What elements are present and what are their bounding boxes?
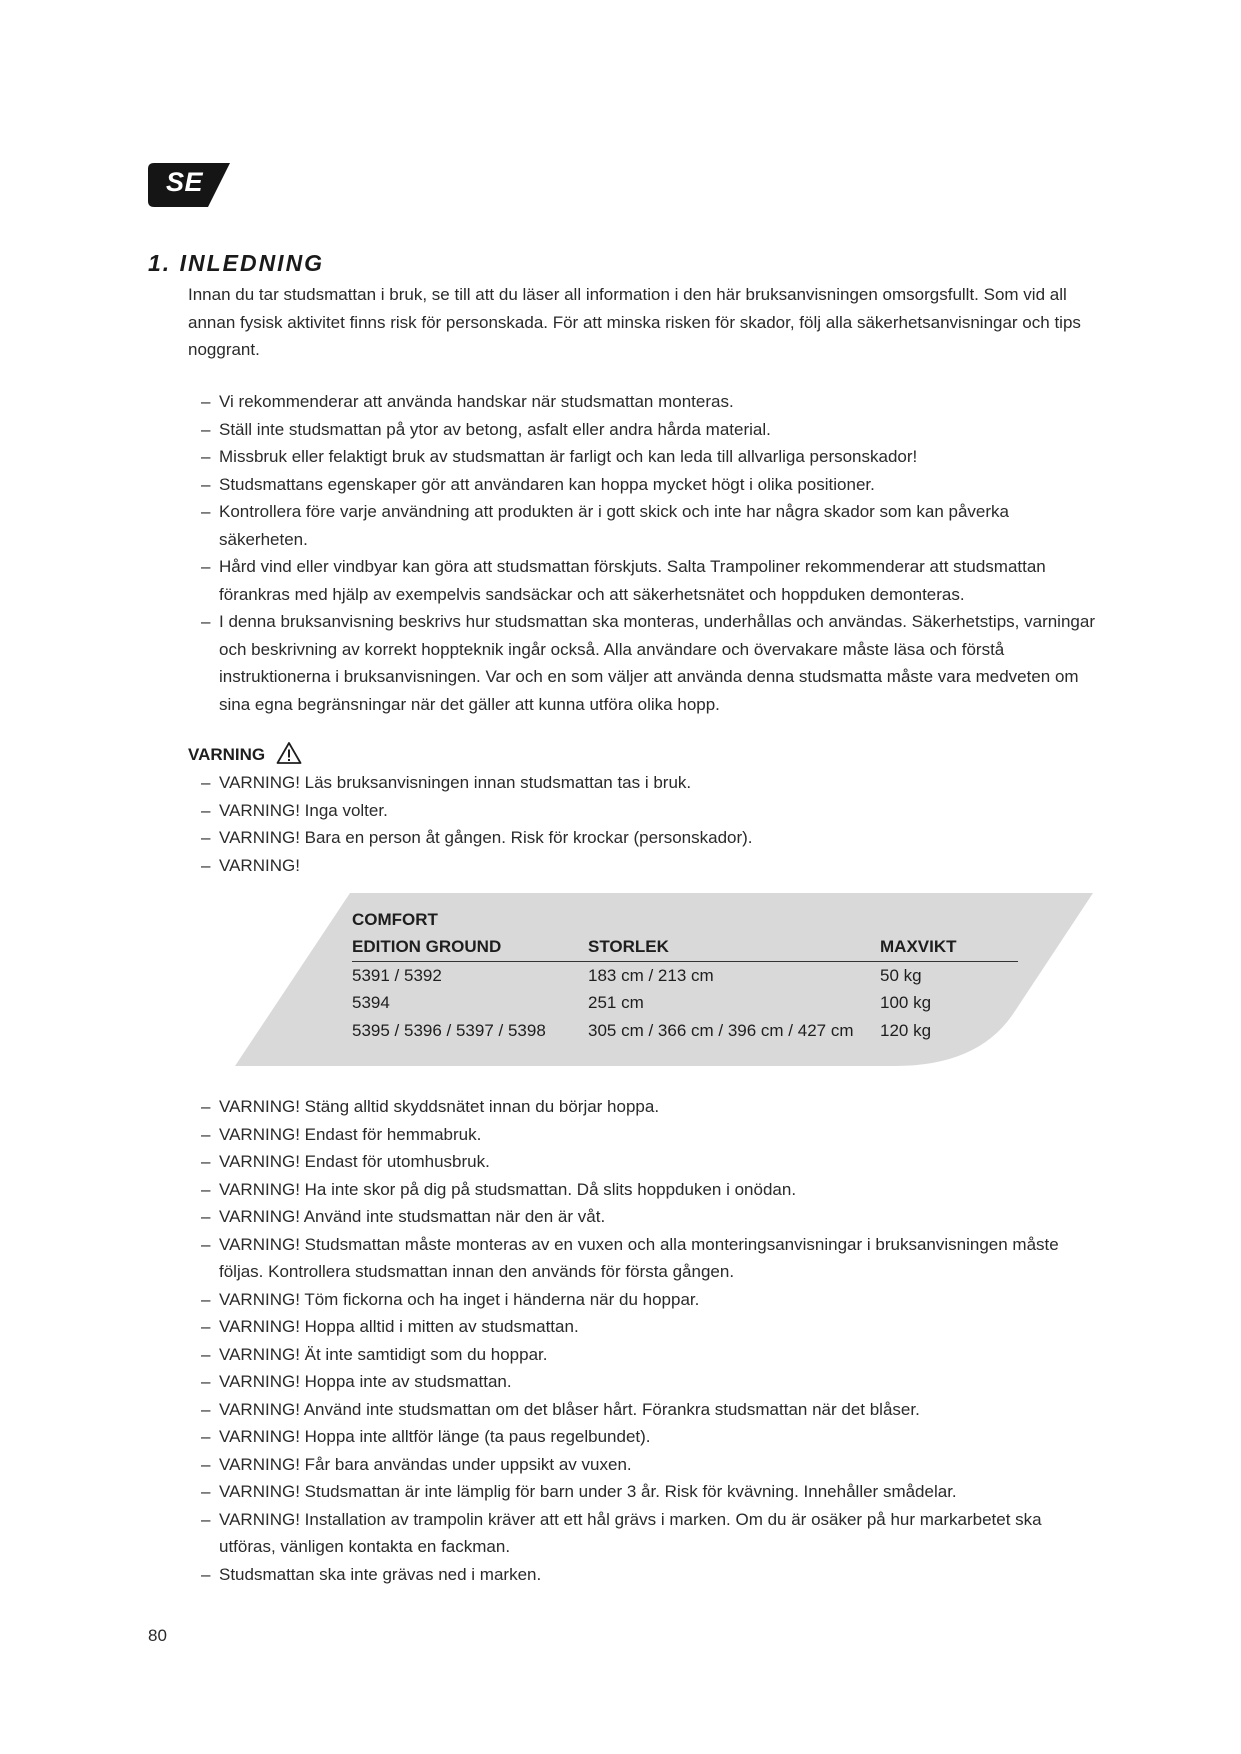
list-item: – VARNING! Använd inte studsmattan om det blåser hårt. Förankra studsmattan när det blåser. (201, 1396, 1101, 1424)
list-item: – VARNING! Får bara användas under uppsikt av vuxen. (201, 1451, 1101, 1479)
spec-table-header-max-weight: MAXVIKT (880, 934, 1018, 962)
list-item: – Vi rekommenderar att använda handskar när studsmattan monteras. (201, 388, 1101, 416)
language-badge-label: SE (166, 167, 204, 197)
list-item: – VARNING! Ha inte skor på dig på studsmattan. Då slits hoppduken i onödan. (201, 1176, 1101, 1204)
section-title: 1. INLEDNING (148, 250, 325, 276)
spec-table-header-model: EDITION GROUND (352, 934, 588, 962)
spec-table-header-line1: COMFORT (352, 909, 438, 929)
list-item: – VARNING! Hoppa inte av studsmattan. (201, 1368, 1101, 1396)
table-cell: 5395 / 5396 / 5397 / 5398 (352, 1020, 546, 1040)
list-item: – VARNING! Studsmattan måste monteras av en vuxen och alla monteringsanvisningar i bruksanvisningen måste följas. Kontrollera studsmattan innan den används för första gången. (201, 1231, 1101, 1286)
list-item: – VARNING! Hoppa alltid i mitten av studsmattan. (201, 1313, 1101, 1341)
language-badge (148, 163, 230, 207)
page-number: 80 (148, 1626, 167, 1645)
table-cell: 120 kg (880, 1020, 932, 1040)
list-item: – Ställ inte studsmattan på ytor av betong, asfalt eller andra hårda material. (201, 416, 1101, 444)
intro-list (201, 388, 1101, 718)
list-item: – Studsmattans egenskaper gör att användaren kan hoppa mycket högt i olika positioner. (201, 471, 1101, 499)
intro-paragraph: Innan du tar studsmattan i bruk, se till att du läser all information i den här bruksanvisningen omsorgsfullt. Som vid all annan fysisk aktivitet finns risk för personskada. För att minska risken för skador, följ alla säkerhetsanvisningar och tips noggrant. (188, 285, 1081, 359)
list-item: – VARNING! Endast för utomhusbruk. (201, 1148, 1101, 1176)
list-item: – VARNING! Bara en person åt gången. Risk för krockar (personskador). (201, 824, 1101, 852)
list-item: – VARNING! (201, 852, 1101, 880)
table-cell: 305 cm / 366 cm / 396 cm / 427 cm (588, 1020, 854, 1040)
table-cell: 50 kg (880, 965, 922, 985)
list-item: – Studsmattan ska inte grävas ned i marken. (201, 1561, 1101, 1589)
table-cell: 183 cm / 213 cm (588, 965, 714, 985)
list-item: – VARNING! Stäng alltid skyddsnätet innan du börjar hoppa. (201, 1093, 1101, 1121)
warning-heading (188, 741, 265, 769)
warning-heading-label: VARNING (188, 745, 266, 764)
list-item: – VARNING! Studsmattan är inte lämplig för barn under 3 år. Risk för kvävning. Innehåller smådelar. (201, 1478, 1101, 1506)
list-item: – VARNING! Töm fickorna och ha inget i händerna när du hoppar. (201, 1286, 1101, 1314)
list-item: – VARNING! Installation av trampolin kräver att ett hål grävs i marken. Om du är osäker på hur markarbetet ska utföras, vänligen kontakta en fackman. (201, 1506, 1101, 1561)
list-item: – VARNING! Hoppa inte alltför länge (ta paus regelbundet). (201, 1423, 1101, 1451)
table-cell: 5394 (352, 993, 390, 1013)
list-item: – VARNING! Använd inte studsmattan när den är våt. (201, 1203, 1101, 1231)
list-item: – Kontrollera före varje användning att produkten är i gott skick och inte har några skador som kan påverka säkerheten. (201, 498, 1101, 553)
table-cell: 251 cm (588, 993, 644, 1013)
list-item: – VARNING! Ät inte samtidigt som du hoppar. (201, 1341, 1101, 1369)
table-row (352, 990, 1018, 1018)
list-item: – I denna bruksanvisning beskrivs hur studsmattan ska monteras, underhållas och användas. Säkerhetstips, varningar och beskrivning av korrekt hoppteknik ingår också. Alla användare och övervakare måste läsa och förstå instruktionerna i bruksanvisningen. Var och en som väljer att använda denna studsmatta måste vara medveten om sina egna begränsningar när det gäller att kunna utföra olika hopp. (201, 608, 1101, 718)
spec-table-header-size: STORLEK (588, 934, 880, 962)
warning-list-before-table (201, 769, 1101, 879)
list-item: – VARNING! Endast för hemmabruk. (201, 1121, 1101, 1149)
table-row (352, 1017, 1018, 1045)
list-item: – Hård vind eller vindbyar kan göra att studsmattan förskjuts. Salta Trampoliner rekommenderar att studsmattan förankras med hjälp av exempelvis sandsäckar och att säkerhetsnätet och hoppduken demonteras. (201, 553, 1101, 608)
list-item: – VARNING! Inga volter. (201, 797, 1101, 825)
warning-list-after-table (201, 1093, 1101, 1588)
list-item: – VARNING! Läs bruksanvisningen innan studsmattan tas i bruk. (201, 769, 1101, 797)
spec-table (352, 906, 1018, 1045)
table-row (352, 962, 1018, 990)
list-item: – Missbruk eller felaktigt bruk av studsmattan är farligt och kan leda till allvarliga personskador! (201, 443, 1101, 471)
table-cell: 100 kg (880, 993, 932, 1013)
table-cell: 5391 / 5392 (352, 965, 442, 985)
